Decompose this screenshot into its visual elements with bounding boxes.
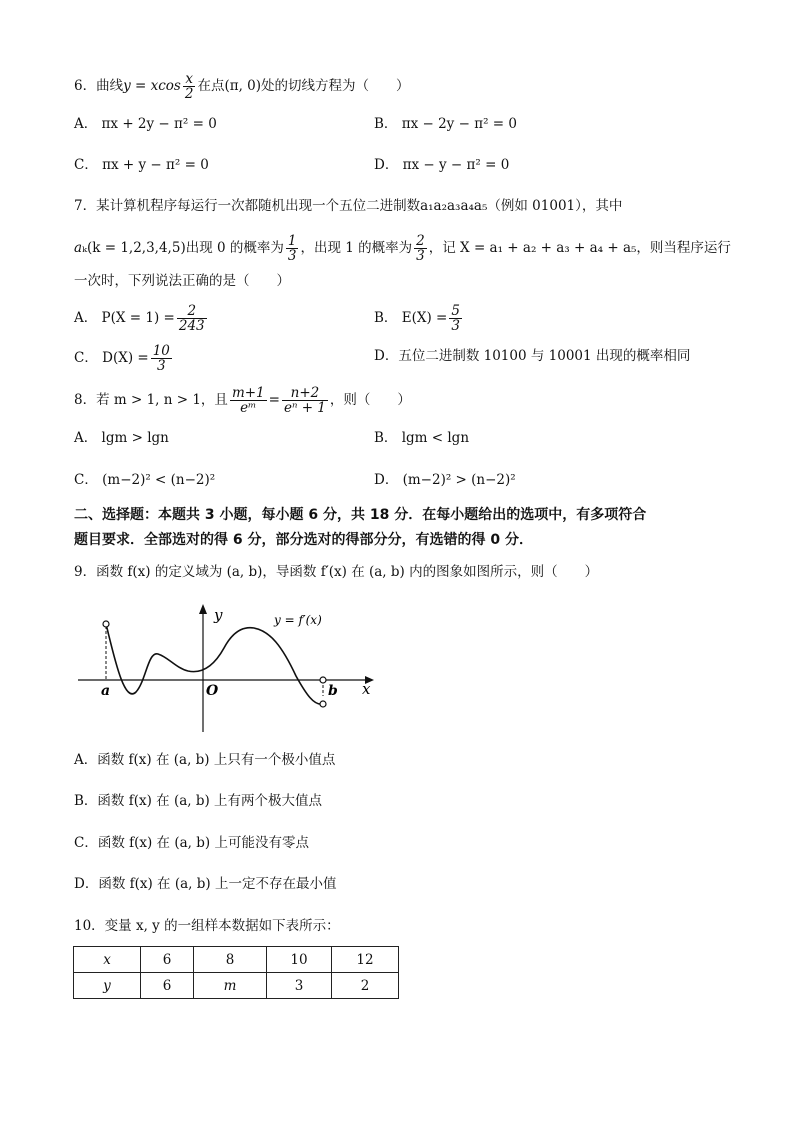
- q8-option-d[interactable]: D． (m−2)² > (n−2)²: [374, 472, 516, 488]
- q7-option-b[interactable]: [374, 304, 464, 333]
- table-cell: 6: [141, 947, 194, 973]
- q7-option-a-frac: [177, 304, 207, 333]
- q7-option-c-label: C． D(X) =: [74, 350, 149, 366]
- q7-option-a-label: A． P(X = 1) =: [74, 310, 175, 326]
- q6-stem-suffix: 在点(π, 0)处的切线方程为（ ）: [197, 78, 410, 94]
- q8-option-b[interactable]: B． lgm < lgn: [374, 430, 470, 446]
- table-row-x: [74, 947, 399, 973]
- q9-option-d[interactable]: D．函数 f(x) 在 (a, b) 上一定不存在最小值: [74, 876, 337, 892]
- q9-stem: 9．函数 f(x) 的定义域为 (a, b)，导函数 f′(x) 在 (a, b) 内的图象如图所示，则（ ）: [74, 564, 599, 580]
- q7-option-c-num: 10: [152, 343, 170, 359]
- table-cell: 12: [332, 947, 399, 973]
- q8-frac-left-den: eᵐ: [240, 400, 257, 416]
- q7-option-a-den: 243: [178, 318, 205, 334]
- q8-frac-left-num: m+1: [231, 385, 265, 401]
- q7-stem-line1: 7．某计算机程序每运行一次都随机出现一个五位二进制数a₁a₂a₃a₄a₅（例如 01001），其中: [74, 198, 623, 214]
- q6-stem-prefix: 6．曲线: [74, 78, 124, 94]
- q7-prob-one-den: 3: [416, 248, 425, 264]
- q6-option-b[interactable]: B． πx − 2y − π² = 0: [374, 116, 517, 132]
- q8-option-a[interactable]: A． lgm > lgn: [74, 430, 169, 446]
- q7-text-end: ，记 X = a₁ + a₂ + a₃ + a₄ + a₅，则当程序运行: [428, 240, 731, 256]
- y-axis-label: y: [214, 606, 223, 624]
- q8-frac-right-num: n+2: [282, 386, 328, 401]
- q7-option-c-den: 3: [157, 358, 166, 374]
- q6-curve: y = xcos: [123, 78, 181, 94]
- q9-derivative-graph: [74, 596, 384, 736]
- q7-stem-line2: [74, 234, 731, 263]
- q7-option-d[interactable]: D．五位二进制数 10100 与 10001 出现的概率相同: [374, 348, 691, 364]
- q7-prob-zero-num: 1: [287, 233, 297, 249]
- table-cell: 2: [332, 973, 399, 999]
- q8-stem: [74, 386, 411, 415]
- q6-option-d[interactable]: D． πx − y − π² = 0: [374, 157, 510, 173]
- q9-option-b[interactable]: B．函数 f(x) 在 (a, b) 上有两个极大值点: [74, 793, 323, 809]
- q9-option-a[interactable]: A．函数 f(x) 在 (a, b) 上只有一个极小值点: [74, 752, 336, 768]
- q8-frac-right: [282, 386, 328, 415]
- q7-stem-line3: 一次时，下列说法正确的是（ ）: [74, 273, 290, 289]
- open-point-b: [320, 677, 326, 683]
- q6-frac-den: 2: [184, 86, 194, 102]
- q8-equals: =: [268, 392, 280, 408]
- q8-frac-right-den: eⁿ + 1: [283, 400, 326, 416]
- x-axis-label: x: [362, 680, 371, 698]
- curve-label: y = f′(x): [274, 613, 322, 627]
- table-cell: 10: [267, 947, 332, 973]
- q8-option-c[interactable]: C． (m−2)² < (n−2)²: [74, 472, 216, 488]
- q6-stem: [74, 72, 410, 101]
- q8-stem-prefix: 8．若 m > 1, n > 1，且: [74, 392, 228, 408]
- q6-fraction: [183, 72, 196, 101]
- q7-option-a-num: 2: [177, 304, 207, 319]
- q7-ak: a: [74, 240, 83, 256]
- q7-option-c[interactable]: [74, 344, 174, 373]
- q9-option-c[interactable]: C．函数 f(x) 在 (a, b) 上可能没有零点: [74, 835, 309, 851]
- q8-stem-suffix: ，则（ ）: [329, 392, 411, 408]
- section2-heading-line1: 二、选择题：本题共 3 小题，每小题 6 分，共 18 分．在每小题给出的选项中，有多项符合: [74, 507, 647, 523]
- origin-label: O: [206, 683, 219, 699]
- point-b-label: b: [328, 683, 338, 699]
- table-cell: 3: [267, 973, 332, 999]
- q7-option-b-num: 5: [451, 303, 460, 319]
- q6-option-c[interactable]: C． πx + y − π² = 0: [74, 157, 209, 173]
- q8-frac-left: [230, 386, 267, 415]
- table-cell: m: [194, 973, 267, 999]
- q10-data-table: [73, 946, 399, 999]
- table-cell: 6: [141, 973, 194, 999]
- table-cell: y: [74, 973, 141, 999]
- point-a-label: a: [101, 683, 111, 699]
- q7-prob-one: [414, 234, 427, 263]
- open-endpoint-left: [103, 621, 109, 627]
- table-row-y: [74, 973, 399, 999]
- q7-option-b-frac: [449, 304, 462, 333]
- table-cell: x: [74, 947, 141, 973]
- q10-stem: 10．变量 x, y 的一组样本数据如下表所示：: [74, 918, 340, 934]
- section2-heading-line2: 题目要求．全部选对的得 6 分，部分选对的得部分分，有选错的得 0 分．: [74, 532, 533, 548]
- y-axis-arrow-icon: [199, 604, 207, 614]
- q7-ak-range: ₖ(k = 1,2,3,4,5)出现 0 的概率为: [82, 240, 284, 256]
- q7-prob-zero: [286, 234, 299, 263]
- q7-prob-one-num: 2: [416, 233, 425, 249]
- table-cell: 8: [194, 947, 267, 973]
- q7-prob-zero-den: 3: [287, 248, 297, 264]
- q7-option-a[interactable]: [74, 304, 209, 333]
- q6-frac-num: x: [183, 72, 196, 87]
- q7-option-c-frac: [151, 344, 172, 373]
- q7-option-b-den: 3: [451, 318, 460, 334]
- open-endpoint-right: [320, 701, 326, 707]
- q7-option-b-label: B． E(X) =: [374, 310, 448, 326]
- q7-text-mid: ，出现 1 的概率为: [300, 240, 413, 256]
- q6-option-a[interactable]: A． πx + 2y − π² = 0: [74, 116, 217, 132]
